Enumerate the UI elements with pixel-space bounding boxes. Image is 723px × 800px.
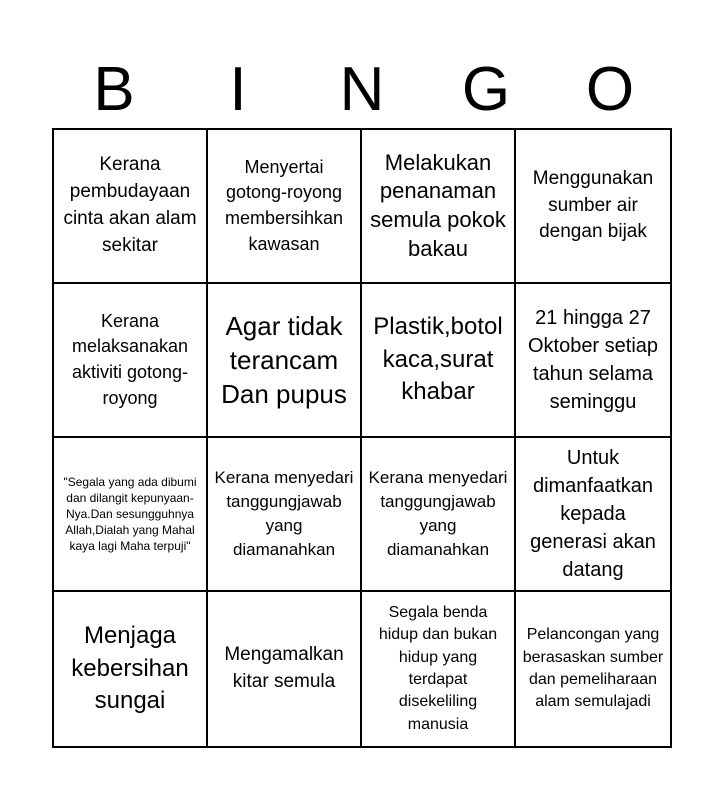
bingo-cell-text: "Segala yang ada dibumi dan dilangit kepunyaan-Nya.Dan sesungguhnya Allah,Dialah yang Mahal kaya lagi Maha terpuji": [63, 474, 197, 554]
bingo-cell-text: Untuk dimanfaatkan kepada generasi akan datang: [530, 447, 656, 581]
bingo-cell[interactable]: [208, 130, 362, 284]
bingo-cell-text: Kerana menyedari tanggungjawab yang diamanahkan: [368, 468, 508, 559]
header-letter-n: N: [339, 55, 385, 124]
bingo-cell[interactable]: [516, 130, 670, 284]
bingo-cell-text: Kerana melaksanakan aktiviti gotong-royong: [71, 310, 189, 408]
bingo-cell[interactable]: [516, 438, 670, 592]
bingo-cell-text: Menggunakan sumber air dengan bijak: [532, 167, 654, 243]
bingo-cell-text: 21 hingga 27 Oktober setiap tahun selama seminggu: [527, 307, 659, 413]
bingo-cell[interactable]: [208, 592, 362, 746]
bingo-cell-text: Plastik,botol kaca,surat khabar: [373, 313, 503, 406]
bingo-cell[interactable]: [208, 284, 362, 438]
header-letter-o: O: [585, 55, 635, 124]
bingo-cell[interactable]: [516, 592, 670, 746]
bingo-cell[interactable]: [54, 130, 208, 284]
bingo-cell-text: Menjaga kebersihan sungai: [71, 622, 189, 715]
bingo-cell[interactable]: [362, 592, 516, 746]
bingo-cell-text: Menyertai gotong-royong membersihkan kawasan: [224, 156, 344, 254]
bingo-grid: [52, 128, 672, 748]
bingo-cell-text: Pelancongan yang berasaskan sumber dan pemeliharaan alam semulajadi: [522, 626, 664, 711]
header-letter-b: B: [93, 55, 135, 124]
bingo-header: [52, 52, 672, 128]
bingo-cell-text: Mengamalkan kitar semula: [224, 644, 344, 692]
bingo-cell[interactable]: [362, 284, 516, 438]
bingo-cell[interactable]: [54, 284, 208, 438]
bingo-cell[interactable]: [208, 438, 362, 592]
bingo-cell-text: Melakukan penanaman semula pokok bakau: [370, 149, 506, 261]
header-letter-i: I: [229, 55, 247, 124]
bingo-cell-text: Kerana pembudayaan cinta akan alam sekitar: [63, 154, 197, 256]
bingo-cell-text: Segala benda hidup dan bukan hidup yang terdapat disekeliling manusia: [378, 603, 498, 733]
bingo-cell-text: Agar tidak terancam Dan pupus: [221, 310, 347, 410]
bingo-cell[interactable]: [362, 130, 516, 284]
bingo-cell[interactable]: [54, 438, 208, 592]
bingo-cell[interactable]: [516, 284, 670, 438]
bingo-cell[interactable]: [362, 438, 516, 592]
bingo-cell[interactable]: [54, 592, 208, 746]
header-letter-g: G: [461, 55, 511, 124]
bingo-cell-text: Kerana menyedari tanggungjawab yang diamanahkan: [214, 468, 354, 559]
